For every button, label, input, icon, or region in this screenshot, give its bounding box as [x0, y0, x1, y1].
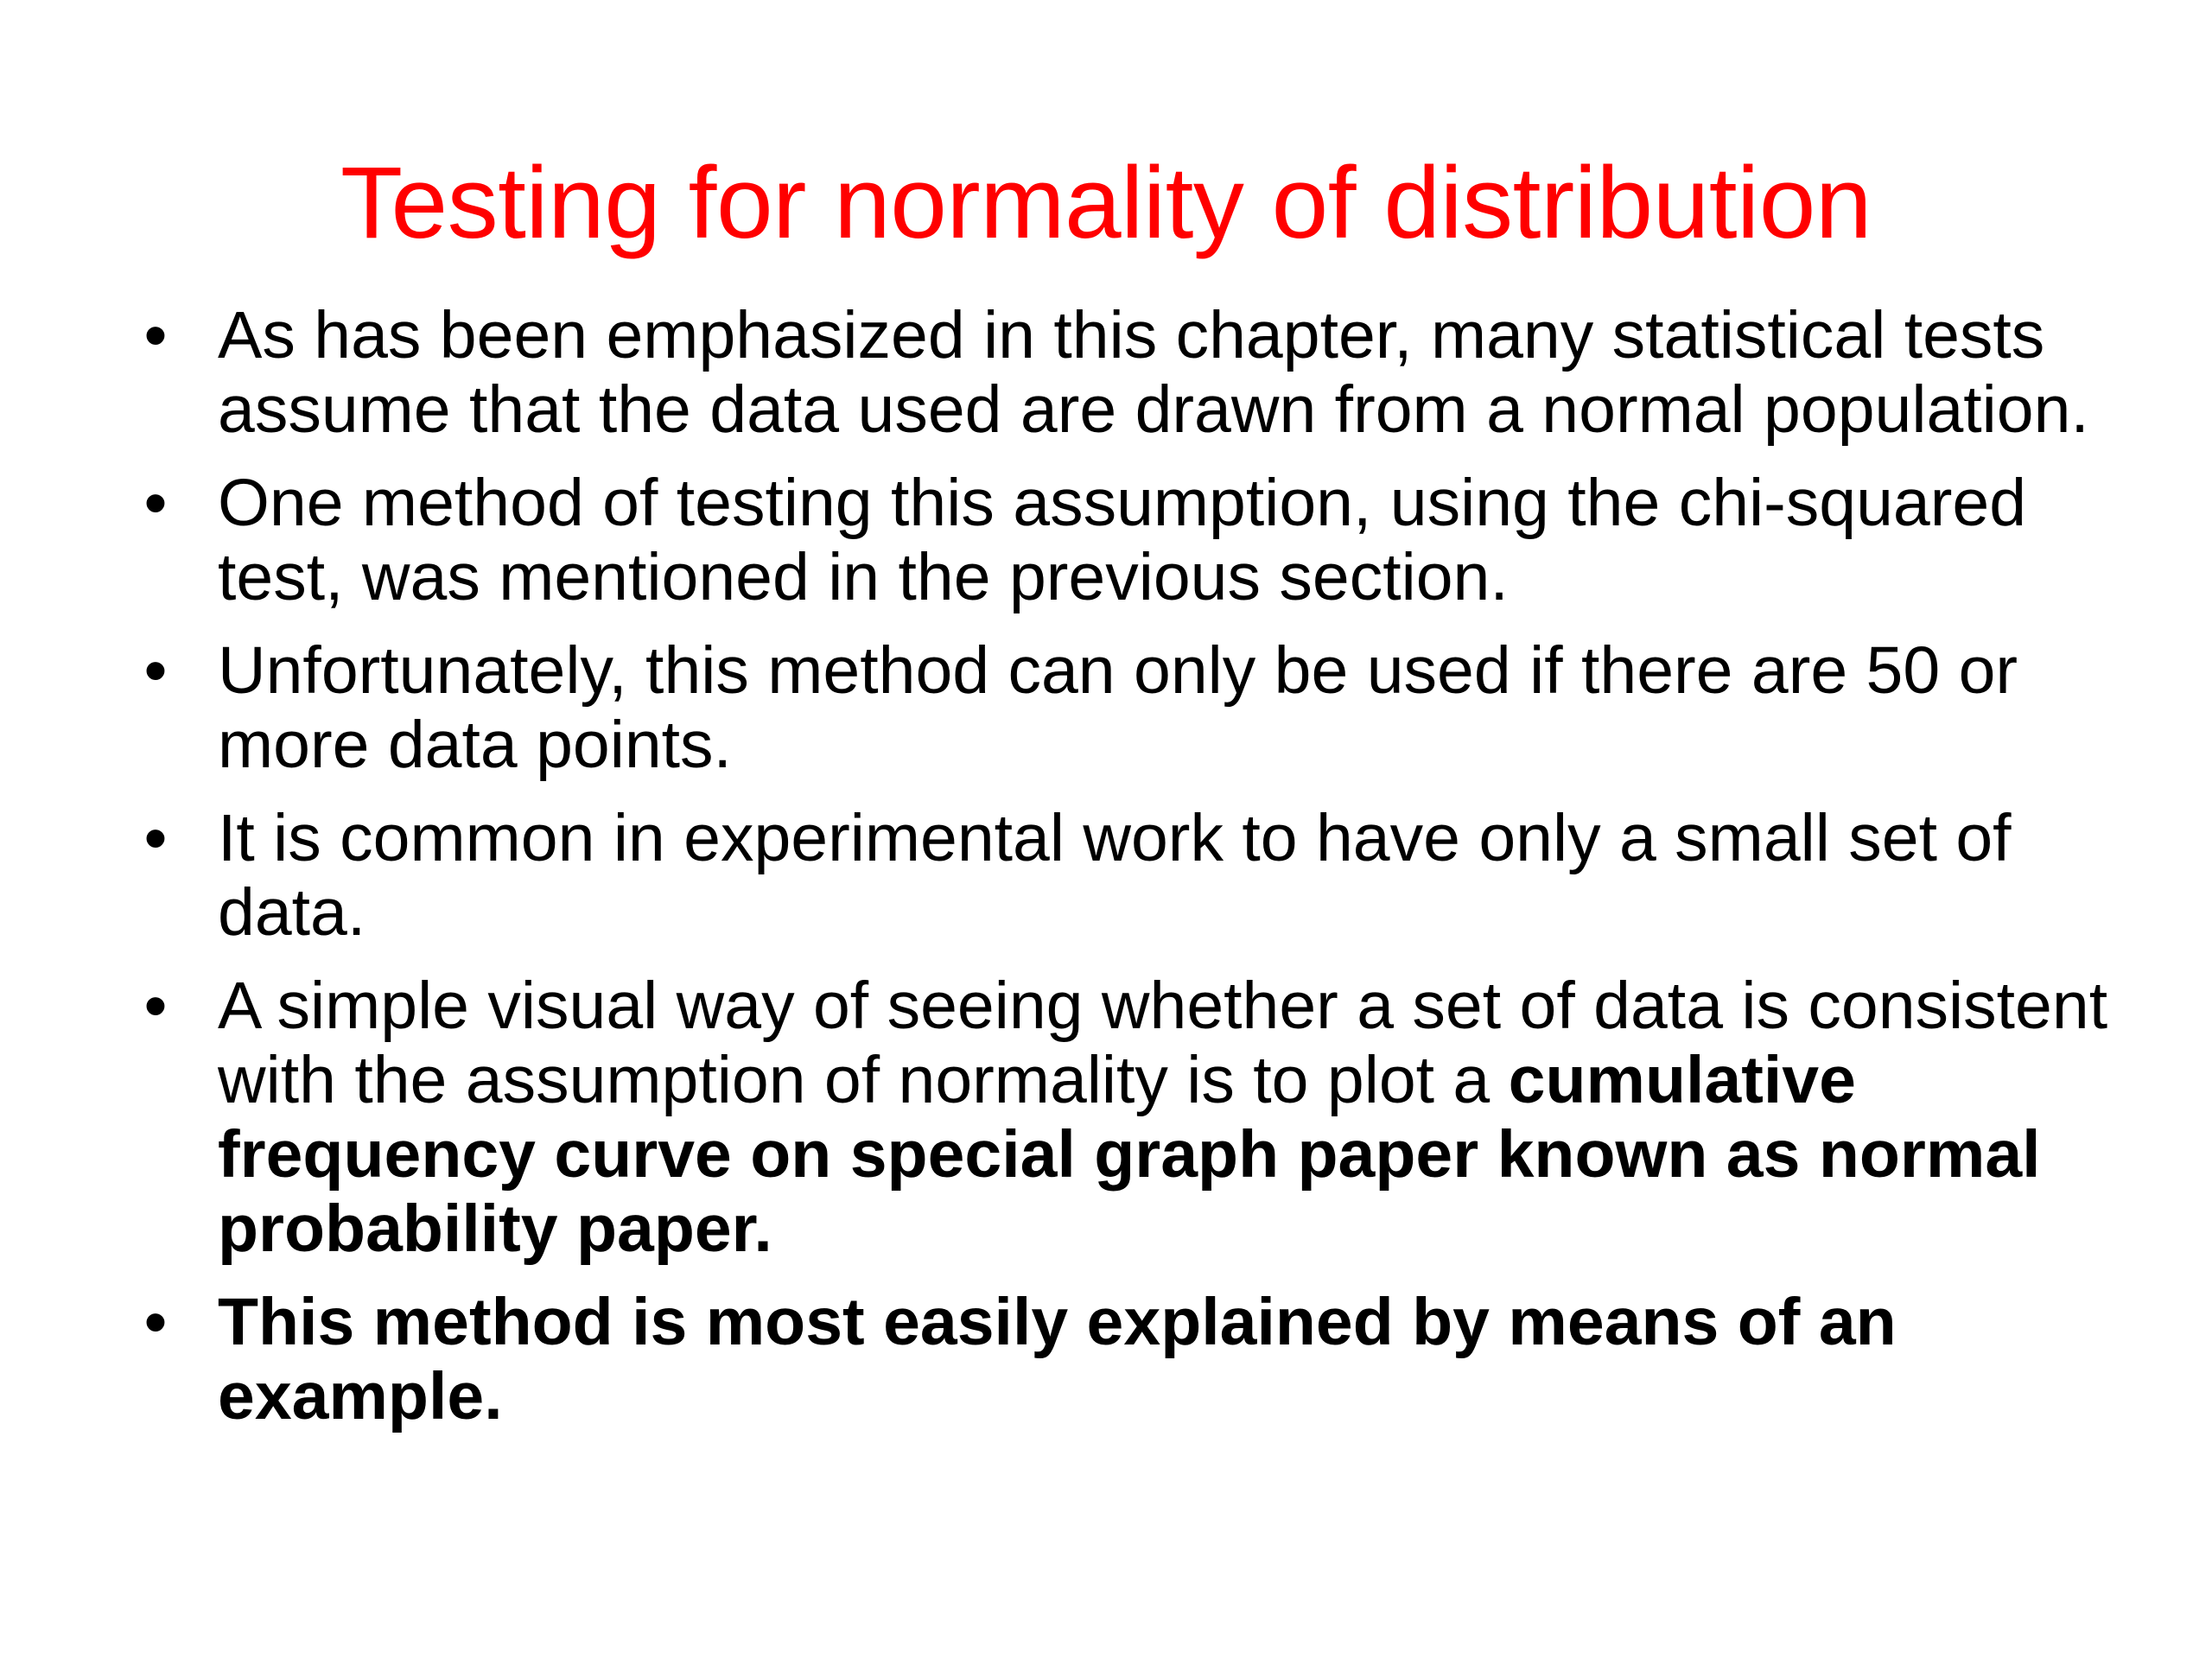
slide-title: Testing for normality of distribution: [340, 146, 1872, 260]
bullet-item: [130, 801, 2117, 950]
bullet-item: [130, 298, 2117, 447]
bullet-dot-icon: •: [143, 633, 168, 708]
bullet-text: Unfortunately, this method can only be used if there are 50 or more data points.: [218, 633, 2018, 782]
bullet-list: [130, 298, 2117, 1433]
bullet-text: As has been emphasized in this chapter, many statistical tests assume that the data used are drawn from a normal population.: [218, 298, 2089, 447]
bullet-item: [130, 466, 2117, 614]
bullet-item: [130, 1285, 2117, 1433]
bullet-dot-icon: •: [143, 1285, 168, 1359]
bullet-dot-icon: •: [143, 969, 168, 1043]
bullet-bold-text: This method is most easily explained by means of an example.: [218, 1285, 1897, 1433]
slide-content: [130, 298, 2117, 1452]
bullet-item: [130, 633, 2117, 782]
bullet-text: It is common in experimental work to have only a small set of data.: [218, 801, 2012, 950]
bullet-dot-icon: •: [143, 801, 168, 875]
bullet-text: One method of testing this assumption, using the chi-squared test, was mentioned in the previous section.: [218, 466, 2027, 614]
bullet-dot-icon: •: [143, 298, 168, 372]
bullet-bold-text: cumulative frequency curve on special graph paper known as normal probability paper.: [218, 1043, 2041, 1266]
bullet-item: [130, 969, 2117, 1266]
bullet-dot-icon: •: [143, 466, 168, 540]
bullet-text: A simple visual way of seeing whether a set of data is consistent with the assumption of normality is to plot a: [218, 969, 2108, 1117]
